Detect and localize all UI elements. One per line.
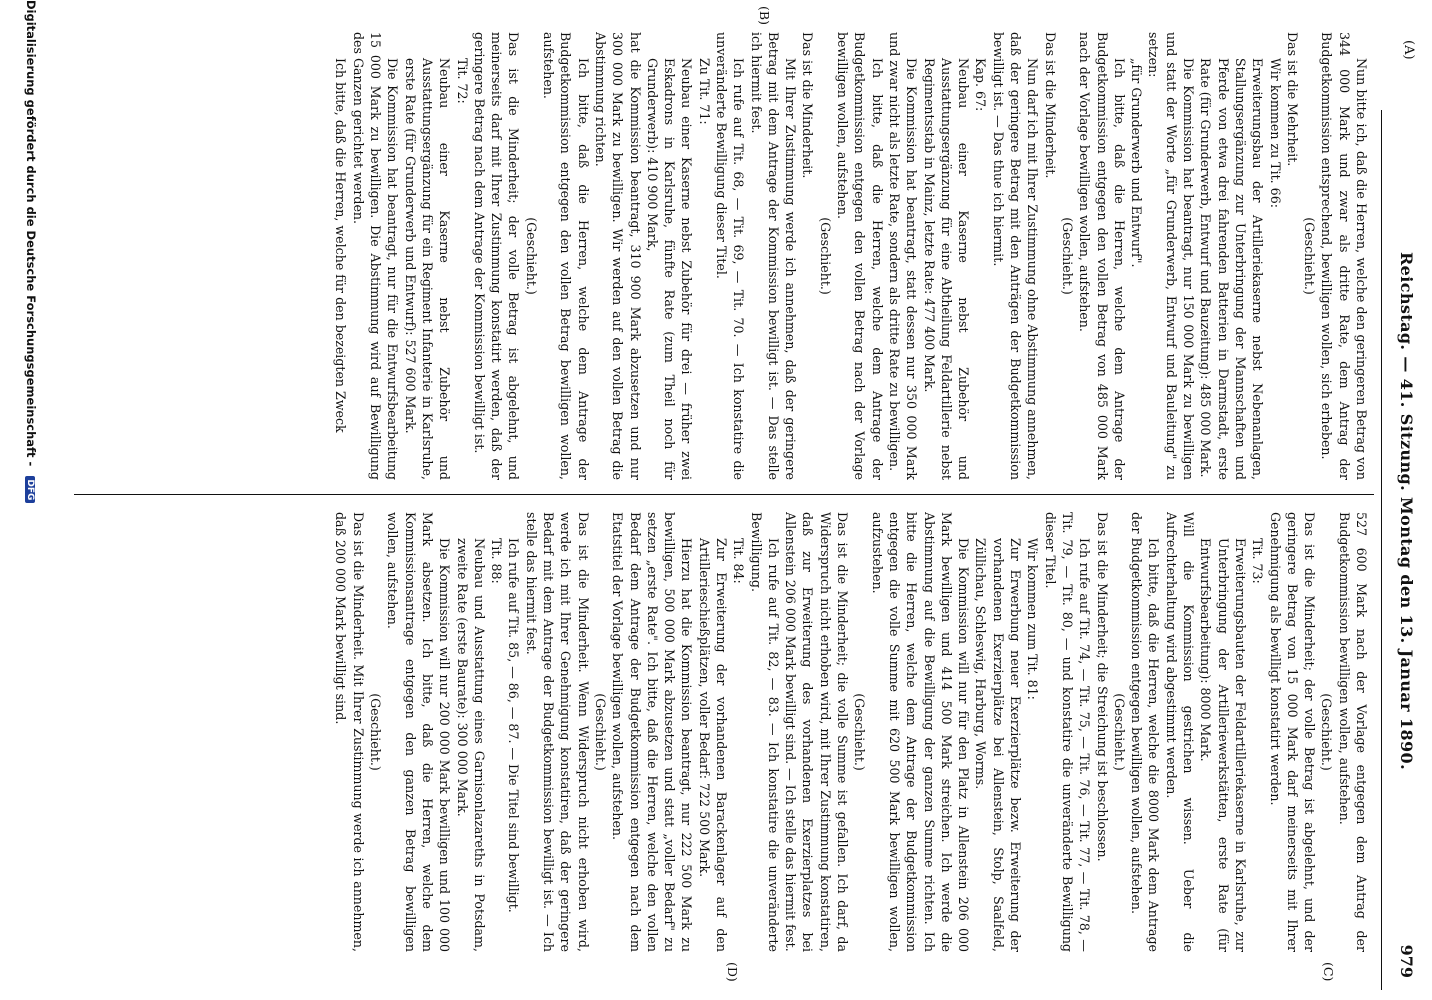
left-column-paragraph: Neubau einer Kaserne nebst Zubehör und Ausstattungsergänzung für ein Regiment Infanterie in Karlsruhe, erste Rate (für Grunderwerb und Entwurf): 527 600 Mark. xyxy=(402,58,453,480)
left-column-paragraph: Die Kommission hat beantragt, statt dessen nur 350 000 Mark und zwar nicht als letzte Rate, sondern als dritte Rate zu bewilligen. xyxy=(886,32,920,480)
column-divider xyxy=(74,494,1374,495)
page-title: Reichstag. — 41. Sitzung. Montag den 13. Januar 1890. xyxy=(1397,251,1416,771)
right-column-paragraph: (Geschieht.) xyxy=(368,693,384,771)
right-column-paragraph: Das ist die Minderheit. Mit Ihrer Zustimmung werde ich annehmen, daß 200 000 Mark bewilligt sind. xyxy=(333,512,366,952)
left-column-paragraph: Neubau einer Kaserne nebst Zubehör und Ausstattungsergänzung für eine Abtheilung Feldartillerie nebst Regimentsstab in Mainz, letzte Rate: 477 400 Mark. xyxy=(921,58,972,480)
left-column-paragraph: Ich bitte, daß die Herren, welche dem Antrage der Budgetkommission entgegen den vollen Betrag nach der Vorlage bewilligen wollen, aufstehen. xyxy=(835,32,885,480)
right-column-paragraph: Das ist die Minderheit; der volle Betrag ist abgelehnt, und der geringere Betrag von 15 000 Mark darf meinerseits mit Ihrer Genehmigung als bewilligt konstatirt werden. xyxy=(1267,512,1318,952)
left-column-paragraph: Tit. 72: xyxy=(454,58,470,104)
right-column-paragraph: (Geschieht.) xyxy=(1111,693,1127,771)
right-column-paragraph: Wir kommen zum Tit. 81: xyxy=(1025,538,1041,700)
left-column-paragraph: (Geschieht.) xyxy=(817,217,833,295)
margin-mark-d: (D) xyxy=(725,962,740,982)
right-column-paragraph: Die Kommission will nur 200 000 Mark bewilligen und 100 000 Mark absetzen. Ich bitte, daß die Herren, welche dem Kommissionsantrage entgegen den ganzen Betrag bewilligen wollen, aufstehen. xyxy=(385,512,453,952)
left-column-paragraph: (Geschieht.) xyxy=(523,217,539,295)
page-header xyxy=(1384,36,1418,986)
left-column-paragraph: Das ist die Minderheit. xyxy=(1042,32,1058,179)
right-column-paragraph: Ich rufe auf Tit. 85, — 86, — 87. — Die Titel sind bewilligt. xyxy=(506,538,522,913)
right-column-paragraph: (Geschieht.) xyxy=(1319,693,1335,771)
right-column-paragraph: Ich rufe auf Tit. 74, — Tit. 75, — Tit. 76, — Tit. 77, — Tit. 78, — Tit. 79, — Tit. 80, — und konstatire die unveränderte Bewilligung dieser Titel. xyxy=(1042,512,1093,952)
section-mark: (A) xyxy=(1401,40,1416,60)
header-rule xyxy=(1381,110,1382,990)
right-column-paragraph: Ich rufe auf Tit. 82, — 83. — Ich konstatire die unveränderte Bewilligung. xyxy=(748,512,781,952)
left-column-paragraph: Das ist die Minderheit. xyxy=(800,32,816,179)
digitization-footer xyxy=(24,0,38,1000)
right-column-paragraph: Das ist die Minderheit; die volle Summe ist gefallen. Ich darf, da Widerspruch nicht erhoben wird, mit Ihrer Zustimmung konstatiren, daß zur Erweiterung des vorhandenen Exerzierplatzes bei Allenstein 206 000 Mark bewilligt sind. — Ich stelle das hiermit fest. xyxy=(783,512,851,952)
left-column-paragraph: Das ist die Mehrheit. xyxy=(1284,32,1300,167)
left-column-paragraph: Kap. 67: xyxy=(973,58,989,112)
right-column-paragraph: (Geschieht.) xyxy=(852,693,868,771)
right-column-paragraph: Zur Erweiterung der vorhandenen Barackenlager auf den Artillerieschießplätzen, voller Bedarf: 722 500 Mark. xyxy=(696,538,730,952)
right-column-paragraph: Das ist die Minderheit. Wenn Widerspruch nicht erhoben wird, werde ich mit Ihrer Genehmigung konstatiren, daß der geringere Bedarf mit dem Antrage der Budgetkommission bewilligt ist. — Ich stelle das hiermit fest. xyxy=(523,512,591,952)
left-column-paragraph: Ich bitte, daß die Herren, welche dem Antrage der Budgetkommission entgegen den vollen Betrag von 485 000 Mark nach der Vorlage bewilligen wollen, aufstehen. xyxy=(1077,32,1127,480)
right-column-paragraph: 527 600 Mark nach der Vorlage entgegen dem Antrag der Budgetkommission bewilligen wollen, aufstehen. xyxy=(1336,512,1369,952)
left-column-paragraph: Mit Ihrer Zustimmung werde ich annehmen, daß der geringere Betrag mit dem Antrage der Kommission bewilligt ist. — Das stelle ich hiermit fest. xyxy=(748,32,799,480)
left-column-paragraph: Ich rufe auf Tit. 68, — Tit. 69, — Tit. 70. — Ich konstatire die unveränderte Bewilligung dieser Titel. xyxy=(714,32,747,480)
dfg-logo: DFG xyxy=(25,476,35,503)
left-column-paragraph: Nun bitte ich, daß die Herren, welche den geringeren Betrag von 344 000 Mark und zwar als dritte Rate, dem Antrag der Budgetkommission entsprechend, bewilligen wollen, sich erheben. xyxy=(1319,32,1369,480)
left-column-paragraph: Das ist die Minderheit; der volle Betrag ist abgelehnt, und meinerseits darf mit Ihrer Zustimmung konstatirt werden, daß der geringere Betrag nach dem Antrage der Kommission bewilligt ist. xyxy=(471,32,522,480)
footer-text: Digitalisierung gefördert durch die Deutsche Forschungsgemeinschaft - xyxy=(24,0,38,467)
left-column-paragraph: Ich bitte, daß die Herren, welche dem Antrage der Budgetkommission entgegen den vollen Betrag bewilligen wollen, aufstehen. xyxy=(541,32,591,480)
right-column-paragraph: Tit. 88: xyxy=(489,538,505,584)
left-column-paragraph: Zu Tit. 71: xyxy=(696,58,712,125)
left-column-paragraph: Ich bitte, daß die Herren, welche für den bezeigten Zweck xyxy=(333,58,349,433)
margin-mark-b: (B) xyxy=(757,6,772,25)
page-number: 979 xyxy=(1397,944,1416,978)
left-column xyxy=(70,32,1370,480)
right-column xyxy=(70,512,1370,952)
left-column-paragraph: Wir kommen zu Tit. 66: xyxy=(1267,58,1283,208)
left-column-paragraph: „für Grunderwerb und Entwurf". xyxy=(1129,58,1145,268)
right-column-paragraph: Will die Kommission gestrichen wissen. Ueber die Aufrechterhaltung wird abgestimmt werden. xyxy=(1163,512,1197,952)
left-column-paragraph: hat die Kommission beantragt, 310 900 Mark abzusetzen und nur 300 000 Mark zu bewilligen. Wir werden auf den vollen Betrag die Abstimmung richten. xyxy=(592,32,643,480)
right-column-paragraph: Tit. 73: xyxy=(1250,538,1266,584)
right-column-paragraph: Hierzu hat die Kommission beantragt, nur 222 500 Mark zu bewilligen, 500 000 Mark abzusetzen und statt „voller Bedarf" zu setzen „erste Rate". Ich bitte, daß die Herren, welche den vollen Bedarf dem Antrage der Budgetkommission entgegen nach dem Etatstitel der Vorlage bewilligen wollen, aufstehen. xyxy=(610,512,695,952)
left-column-paragraph: Die Kommission hat beantragt, nur 150 000 Mark zu bewilligen und statt der Worte „für Grunderwerb, Entwurf und Bauleitung" zu setzen: xyxy=(1146,32,1197,480)
right-column-paragraph: Ich bitte, daß die Herren, welche die 8000 Mark dem Antrage der Budgetkommission entgegen bewilligen wollen, aufstehen. xyxy=(1129,512,1162,952)
left-column-paragraph: Nun darf ich mit Ihrer Zustimmung ohne Abstimmung annehmen, daß der geringere Betrag mit den Anträgen der Budgetkommission bewilligt ist. — Das thue ich hiermit. xyxy=(990,32,1041,480)
margin-mark-c: (C) xyxy=(1321,962,1336,982)
right-column-paragraph: Das ist die Minderheit; die Streichung ist beschlossen. xyxy=(1094,512,1110,862)
left-column-paragraph: Die Kommission hat beantragt, nur für die Entwurfsbearbeitung 15 000 Mark zu bewilligen. Die Abstimmung wird auf Bewilligung des Ganzen gerichtet werden. xyxy=(350,32,401,480)
right-column-paragraph: Erweiterungsbauten der Feldartilleriekaserne in Karlsruhe, zur Unterbringung der Artilleriewerkstätten, erste Rate (für Entwurfsbearbeitung): 8000 Mark. xyxy=(1198,538,1248,952)
left-column-paragraph: (Geschieht.) xyxy=(1302,217,1318,295)
right-column-paragraph: (Geschieht.) xyxy=(592,693,608,771)
right-column-paragraph: Neubau und Ausstattung eines Garnisonlazareths in Potsdam, zweite Rate (erste Baurate): 300 000 Mark. xyxy=(454,538,487,952)
right-column-paragraph: Zur Erwerbung neuer Exerzierplätze bezw. Erweiterung der vorhandenen Exerzierplätze bei Allenstein, Stolp, Saalfeld, Züllichau, Schleswig, Harburg, Worms. xyxy=(973,538,1024,952)
left-column-paragraph: Neubau einer Kaserne nebst Zubehör für drei — früher zwei Eskadrons in Karlsruhe, fünfte Rate (zum Theil noch für Grunderwerb): 410 900 Mark, xyxy=(644,58,695,480)
right-column-paragraph: Tit. 84: xyxy=(731,538,747,584)
left-column-paragraph: (Geschieht.) xyxy=(1059,217,1075,295)
left-column-paragraph: Erweiterungsbau der Artilleriekaserne nebst Nebenanlagen, Stallungsergänzung zur Unterbringung der Mannschaften und Pferde von etwa drei fahrenden Batterien in Darmstadt, erste Rate (für Grunderwerb, Entwurf und Bauzeitung): 485 000 Mark. xyxy=(1198,58,1266,480)
right-column-paragraph: Die Kommission will nur für den Platz in Allenstein 206 000 Mark bewilligen und 414 500 Mark streichen. Ich werde die Abstimmung auf die Bewilligung der ganzen Summe richten. Ich bitte die Herren, welche dem Antrage der Budgetkommission entgegen die volle Summe mit 620 500 Mark bewilligen wollen, aufzustehen. xyxy=(869,512,972,952)
